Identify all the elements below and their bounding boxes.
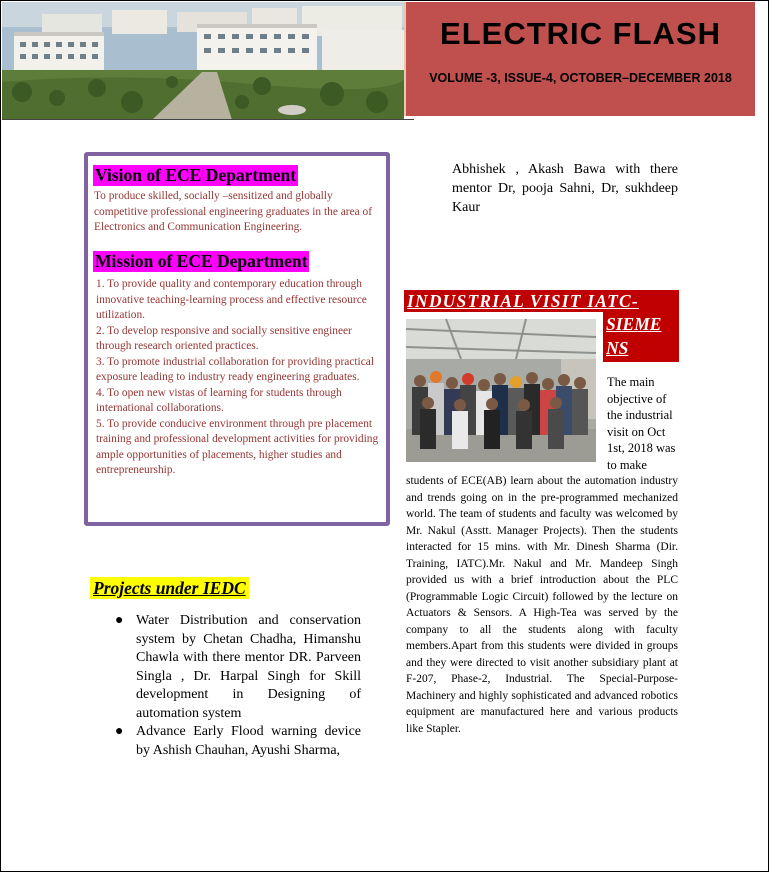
- intro-line: the industrial: [607, 408, 673, 422]
- industrial-visit-body: students of ECE(AB) learn about the automation industry and trends going on in the pre-programmed mechanized world. The team of students and faculty was welcomed by Mr. Nakul (Asstt. Manager Projects). Then the students interacted for 15 mins. with Mr. Dinesh Sharma (Dir. Training, IATC).Mr. Nakul and Mr. Mandeep Singh provided us with a brief introduction about the PLC (Programmable Logic Circuit) followed by the lecture on Actuators & Sensors. A High-Tea was served by the company to all the students along with faculty members.Apart from this students were divided in groups and they were directed to visit another subsidiary plant at F-207, Phase-2, Industrial. The Special-Purpose-Machinery and highly sophisticated and advanced robotics equipment are manufactured here and various products like Stapler.: [406, 475, 678, 735]
- mission-heading: Mission of ECE Department: [95, 251, 308, 271]
- mission-item: 3. To promote industrial collaboration for providing practical exposure leading to industry ready engineering graduates.: [96, 355, 374, 383]
- vision-mission-box: [84, 152, 390, 526]
- bullet-icon: ●: [115, 613, 124, 628]
- mission-item: 4. To open new vistas of learning for students through international collaborations.: [96, 386, 342, 414]
- intro-line: The main: [607, 375, 655, 389]
- intro-line: objective of: [607, 391, 667, 406]
- mission-list: [96, 277, 382, 479]
- project-continuation: Abhishek , Akash Bawa with there mentor Dr, pooja Sahni, Dr, sukhdeep Kaur: [452, 162, 678, 215]
- projects-list: [115, 612, 361, 760]
- project-text: Advance Early Flood warning device by Ashish Chauhan, Ayushi Sharma,: [136, 724, 361, 758]
- vision-text: To produce skilled, socially –sensitized and globally competitive professional engineering graduates in the area of Electronics and Communication Engineering.: [94, 190, 373, 233]
- project-item: [115, 612, 361, 723]
- bullet-icon: ●: [115, 724, 124, 739]
- mission-item: 5. To provide conducive environment through pre placement training and professional development activities for providing ample opportunities of placements, higher studies and entrepreneurship.: [96, 417, 379, 476]
- industrial-visit-heading-line2: [603, 312, 679, 362]
- campus-photo: [2, 2, 404, 120]
- intro-line: visit on Oct: [607, 424, 666, 439]
- heading-part-b: NS: [606, 338, 629, 358]
- issue-info: VOLUME -3, ISSUE-4, OCTOBER–DECEMBER 2018: [429, 71, 732, 85]
- heading-part-a: SIEME: [606, 314, 662, 334]
- projects-heading: Projects under IEDC: [90, 577, 249, 599]
- masthead: [404, 2, 755, 116]
- intro-line: 1st, 2018 was: [607, 441, 676, 455]
- industrial-visit-intro: [607, 374, 679, 473]
- vision-heading: Vision of ECE Department: [95, 165, 297, 185]
- project-text: Water Distribution and conservation system by Chetan Chadha, Himanshu Chawla with there mentor DR. Parveen Singla , Dr. Harpal Singh for Skill development in Designing of automation system: [136, 613, 361, 721]
- project-item: [115, 723, 361, 760]
- header-rule: [2, 119, 414, 120]
- industrial-visit-photo: [406, 319, 596, 462]
- intro-line: to make: [607, 457, 647, 472]
- mission-item: 1. To provide quality and contemporary education through innovative teaching-learning process and effective resource utilization.: [96, 278, 367, 321]
- industrial-visit-heading-line1: INDUSTRIAL VISIT IATC-: [404, 290, 679, 312]
- newsletter-title: ELECTRIC FLASH: [440, 16, 721, 51]
- mission-item: 2. To develop responsive and socially sensitive engineer through research oriented practices.: [96, 324, 352, 352]
